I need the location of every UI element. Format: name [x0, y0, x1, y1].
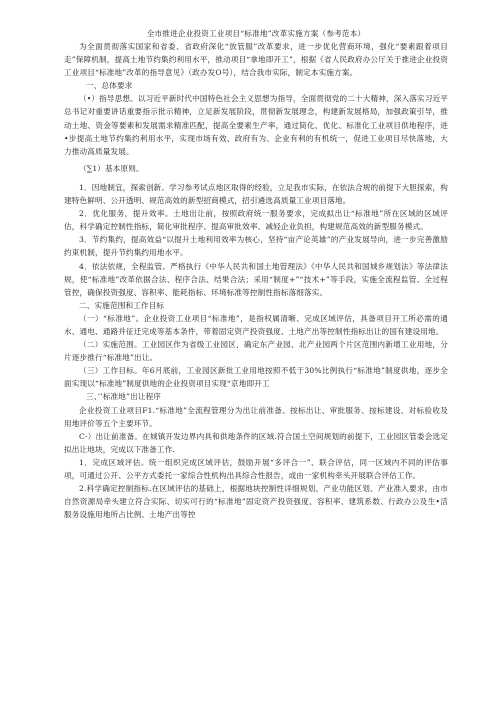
standard-land-definition-paragraph: （一）“标准地”。企业投资工业项目“标准地”，是指权属清晰、完成区域评估，具备项目开工所必需的通水、通电、通路并征迁完成等基本条件，带着固定资产投资强度、土地产出等控制性指标出让的国有建设用地。 [64, 313, 448, 336]
section-heading-general-requirements: 一、总体要求 [86, 81, 133, 91]
principle-2-paragraph: 2．优化服务，提升效率。土地出让前，按照政府统一服务要求，完成拟出让“标准地”所在区域的区域评估，科学确定控制性指标，简化审批程序、提高审批效率、减轻企业负担，构建规范高效的新型服务模式。 [64, 209, 448, 232]
section-heading-scope-and-goals: 二、实施范围和工作目标 [79, 300, 165, 310]
procedure-overview-paragraph: 企业投资工业项目F1.“标准地”全流程管理分为出让前准备、按标出让、审批服务、按标建设、对标验收及用地评价等五个主要环节。 [64, 405, 448, 428]
work-goals-paragraph: （三）工作目标。年6月底前，工业园区新批工业用地按照不低于30%比例执行“标准地”制度供地，逐步全面实现以“标准地”制度供地的企业投资项目实现“京地即开工 [64, 366, 448, 389]
guiding-ideology-paragraph: （•）指导思想。以习近平新时代中国特色社会主义思想为指导，全面贯彻党的二十大精神，深入落实习近平总书记对重要讲话重要指示批示精神，立足新发展阶段，贯彻新发展理念，构建新发展格局，加强政策引导，推动土地、资金等要素和发展需求精准匹配，提高全要素生产率，通过简化、优化、标准化工业项目供地程序，进•步提高土地节约集约利用水平，实现市场有效、政府有为、企业有利的有机统一，促进工业项目尽快落地，大力推动高质量发展。 [64, 94, 448, 156]
principle-4-paragraph: 4．依法依规，全程监管。严格执行《中华人民共和国土地管理法》《中华人民共和国城乡规划法》等法律法规，使“标准地”改革依据合法、程序合法、结果合法；采用“制度+”“技术+”等手段，实施全流程监管、全过程管控，确保投资强度、容积率、能耗指标、环境标准等控制性指标落细落实。 [64, 261, 448, 297]
principle-3-paragraph: 3．节约集约，提高效益“以提升土地利用效率为核心，坚持“亩产论英雄”的产业发展导向，进一步完善激励约束机制，提升节约集约用地水平。 [64, 235, 448, 258]
regional-assessment-paragraph: 1．完成区域评估。统一组织完成区域评估，鼓励开展“多评合一”、联合评估，同一区域内不同的评估事项，可通过公开、公平方式委托一家综合性机构出具综合性报告，或由一家机构牵头开展联合评估工作。 [64, 457, 448, 480]
principle-1-paragraph: 1．因地制宜，探索创新。学习参考试点地区取得的经验，立足我市实际，在依法合规的前提下大胆探索，构建特色鲜明、公开透明、规范高效的新型招商模式，招引遴选高质量工业项目落地。 [64, 182, 448, 206]
section-heading-transfer-procedure: 三、’’标准地”出让程序 [86, 392, 162, 402]
control-indicators-paragraph: 2.科学确定控制指标.在区域评估的基础上，根据地块控制性详细规划、产业功能区划、产业准入要求，由市自然资源局牵头建立符合实际、切实可行的“标准地”固定资产投资强度、容积率、建筑系数、行政办公及生•活服务设施用地所占比例、土地产出等控 [64, 484, 448, 520]
intro-paragraph: 为全面贯彻落实国家和省委、省政府深化“放管服”改革要求，进一步优化营商环境，强化“要素跟着项目走”保障机制，提高土地节约集约利用水平，推动项目“拿地即开工”，根据《省人民政府办公厅关于推进企业投资工业项目“标准地”改革的指导意见》（政办发O号），结合我市实际，制定本实施方案。 [64, 42, 448, 78]
implementation-scope-paragraph: （二）实施范围。工业园区作为省级工业园区，确定东产业园、北产业园两个片区范围内新增工业用地，分片逐步推行“标准地”出让。 [64, 340, 448, 363]
pre-transfer-preparation-paragraph: C-）出让前准备。在城镇开发边界内具和供地条件的区域.符合国土空间规划的前提下，工业园区管委会选定拟出让地块，完成以下准备工作. [64, 431, 448, 454]
document-title: 全市推进企业投资工业项目“标准地”改革实施方案（参考范本） [146, 29, 366, 38]
basic-principles-heading: （∑1）基本原则。 [79, 163, 144, 173]
